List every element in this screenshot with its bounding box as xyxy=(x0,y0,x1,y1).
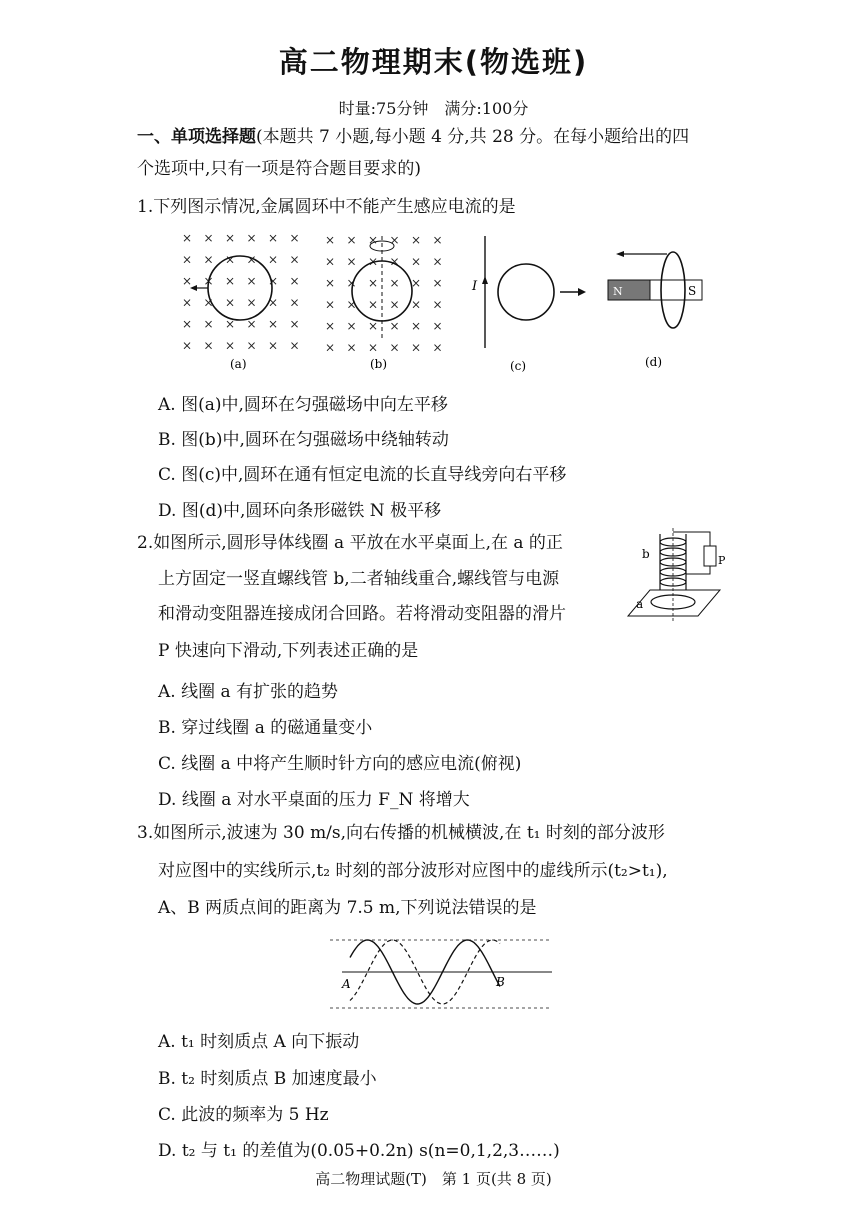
field-cross: × xyxy=(389,254,400,269)
field-cross: × xyxy=(432,276,443,290)
q1-option-d: D. 图(d)中,圆环向条形磁铁 N 极平移 xyxy=(158,501,442,521)
field-cross: × xyxy=(368,297,379,312)
field-cross: × xyxy=(203,252,214,267)
field-cross: × xyxy=(268,338,279,353)
field-cross: × xyxy=(411,297,422,312)
q3-option-d: D. t₂ 与 t₁ 的差值为(0.05+0.2n) s(n=0,1,2,3……) xyxy=(158,1141,560,1161)
q3-option-c: C. 此波的频率为 5 Hz xyxy=(158,1105,329,1125)
q2-stem-1: 2.如图所示,圆形导体线圈 a 平放在水平桌面上,在 a 的正 xyxy=(137,533,563,553)
field-cross: × xyxy=(289,295,300,310)
field-cross: × xyxy=(325,233,336,247)
q3-stem-2: 对应图中的实线所示,t₂ 时刻的部分波形对应图中的虚线所示(t₂>t₁), xyxy=(158,861,668,881)
field-cross: × xyxy=(225,338,236,353)
field-cross: × xyxy=(246,338,257,353)
field-cross: × xyxy=(325,319,336,333)
field-cross: × xyxy=(268,274,279,288)
field-cross: × xyxy=(411,340,422,355)
field-cross: × xyxy=(268,231,279,245)
field-cross: × xyxy=(246,295,257,310)
field-cross: × xyxy=(225,252,236,267)
slider-p-label: P xyxy=(718,554,726,567)
q1-stem: 1.下列图示情况,金属圆环中不能产生感应电流的是 xyxy=(137,197,516,217)
field-cross: × xyxy=(432,233,443,247)
q3-option-b: B. t₂ 时刻质点 B 加速度最小 xyxy=(158,1069,377,1089)
field-cross: × xyxy=(203,317,214,331)
section-desc-2: 个选项中,只有一项是符合题目要求的) xyxy=(137,159,422,179)
field-cross: × xyxy=(368,276,379,290)
q2-option-c: C. 线圈 a 中将产生顺时针方向的感应电流(俯视) xyxy=(158,754,522,774)
field-cross: × xyxy=(368,340,379,355)
field-cross: × xyxy=(411,233,422,247)
exam-info: 时量:75分钟 满分:100分 xyxy=(338,99,529,118)
q2-figure xyxy=(618,524,728,624)
field-cross: × xyxy=(346,340,357,355)
fig-d-label: (d) xyxy=(645,355,663,369)
fig-c-current-label: I xyxy=(472,279,478,294)
rheostat xyxy=(704,546,716,566)
field-cross: × xyxy=(225,231,236,245)
q2-option-a: A. 线圈 a 有扩张的趋势 xyxy=(158,682,339,702)
field-cross: × xyxy=(225,274,236,288)
fig-a-magnetic-field xyxy=(182,231,300,353)
solenoid-b xyxy=(660,534,686,590)
fig-b-ring xyxy=(352,261,412,321)
solenoid-label: b xyxy=(642,547,650,561)
q2-stem-2: 上方固定一竖直螺线管 b,二者轴线重合,螺线管与电源 xyxy=(158,569,560,589)
page-title: 高二物理期末(物选班) xyxy=(278,45,589,79)
field-cross: × xyxy=(325,340,336,355)
fig-d-n-label: N xyxy=(613,285,623,298)
field-cross: × xyxy=(203,274,214,288)
field-cross: × xyxy=(389,319,400,333)
fig-d-s-label: S xyxy=(688,284,697,298)
field-cross: × xyxy=(203,295,214,310)
field-cross: × xyxy=(411,254,422,269)
field-cross: × xyxy=(182,252,193,267)
section-title: 一、单项选择题 xyxy=(137,127,256,147)
field-cross: × xyxy=(346,233,357,247)
q1-option-a: A. 图(a)中,圆环在匀强磁场中向左平移 xyxy=(158,395,448,415)
field-cross: × xyxy=(389,297,400,312)
field-cross: × xyxy=(346,276,357,290)
point-a-label: A xyxy=(342,977,351,991)
field-cross: × xyxy=(325,297,336,312)
fig-b-label: (b) xyxy=(370,357,388,371)
fig-a-ring xyxy=(208,256,272,320)
field-cross: × xyxy=(182,274,193,288)
field-cross: × xyxy=(246,274,257,288)
field-cross: × xyxy=(268,295,279,310)
q1-option-b: B. 图(b)中,圆环在匀强磁场中绕轴转动 xyxy=(158,430,449,450)
q1-option-c: C. 图(c)中,圆环在通有恒定电流的长直导线旁向右平移 xyxy=(158,465,567,485)
field-cross: × xyxy=(289,338,300,353)
page-footer: 高二物理试题(T) 第 1 页(共 8 页) xyxy=(315,1170,552,1188)
field-cross: × xyxy=(182,231,193,245)
field-cross: × xyxy=(182,338,193,353)
field-cross: × xyxy=(268,252,279,267)
field-cross: × xyxy=(225,295,236,310)
field-cross: × xyxy=(268,317,279,331)
field-cross: × xyxy=(346,254,357,269)
field-cross: × xyxy=(411,319,422,333)
field-cross: × xyxy=(246,317,257,331)
field-cross: × xyxy=(389,233,400,247)
circuit-wire xyxy=(673,532,710,546)
field-cross: × xyxy=(325,276,336,290)
point-b-label: B xyxy=(496,975,505,989)
section-desc-1: (本题共 7 小题,每小题 4 分,共 28 分。在每小题给出的四 xyxy=(256,127,690,147)
field-cross: × xyxy=(203,338,214,353)
field-cross: × xyxy=(289,274,300,288)
section-heading xyxy=(137,126,689,148)
field-cross: × xyxy=(368,254,379,269)
field-cross: × xyxy=(182,317,193,331)
coil-label: a xyxy=(636,597,644,611)
q3-option-a: A. t₁ 时刻质点 A 向下振动 xyxy=(158,1032,360,1052)
field-cross: × xyxy=(389,340,400,355)
field-cross: × xyxy=(432,297,443,312)
field-cross: × xyxy=(368,233,379,247)
field-cross: × xyxy=(246,231,257,245)
field-cross: × xyxy=(289,252,300,267)
field-cross: × xyxy=(346,297,357,312)
field-cross: × xyxy=(432,319,443,333)
field-cross: × xyxy=(411,276,422,290)
fig-c-label: (c) xyxy=(510,359,527,373)
q2-stem-4: P 快速向下滑动,下列表述正确的是 xyxy=(158,641,419,661)
q3-stem-1: 3.如图所示,波速为 30 m/s,向右传播的机械横波,在 t₁ 时刻的部分波形 xyxy=(137,823,665,843)
field-cross: × xyxy=(203,231,214,245)
fig-a-label: (a) xyxy=(230,357,247,371)
q1-figures xyxy=(170,226,730,376)
field-cross: × xyxy=(225,317,236,331)
field-cross: × xyxy=(289,317,300,331)
field-cross: × xyxy=(346,319,357,333)
field-cross: × xyxy=(289,231,300,245)
q2-stem-3: 和滑动变阻器连接成闭合回路。若将滑动变阻器的滑片 xyxy=(158,604,566,624)
q3-stem-3: A、B 两质点间的距离为 7.5 m,下列说法错误的是 xyxy=(158,898,537,918)
q2-option-d: D. 线圈 a 对水平桌面的压力 F_N 将增大 xyxy=(158,790,470,810)
field-cross: × xyxy=(182,295,193,310)
field-cross: × xyxy=(389,276,400,290)
field-cross: × xyxy=(432,340,443,355)
field-cross: × xyxy=(246,252,257,267)
field-cross: × xyxy=(368,319,379,333)
q2-option-b: B. 穿过线圈 a 的磁通量变小 xyxy=(158,718,373,738)
fig-c-ring xyxy=(498,264,554,320)
q3-wave-figure xyxy=(330,932,560,1016)
field-cross: × xyxy=(325,254,336,269)
coil-a xyxy=(651,595,695,609)
field-cross: × xyxy=(432,254,443,269)
